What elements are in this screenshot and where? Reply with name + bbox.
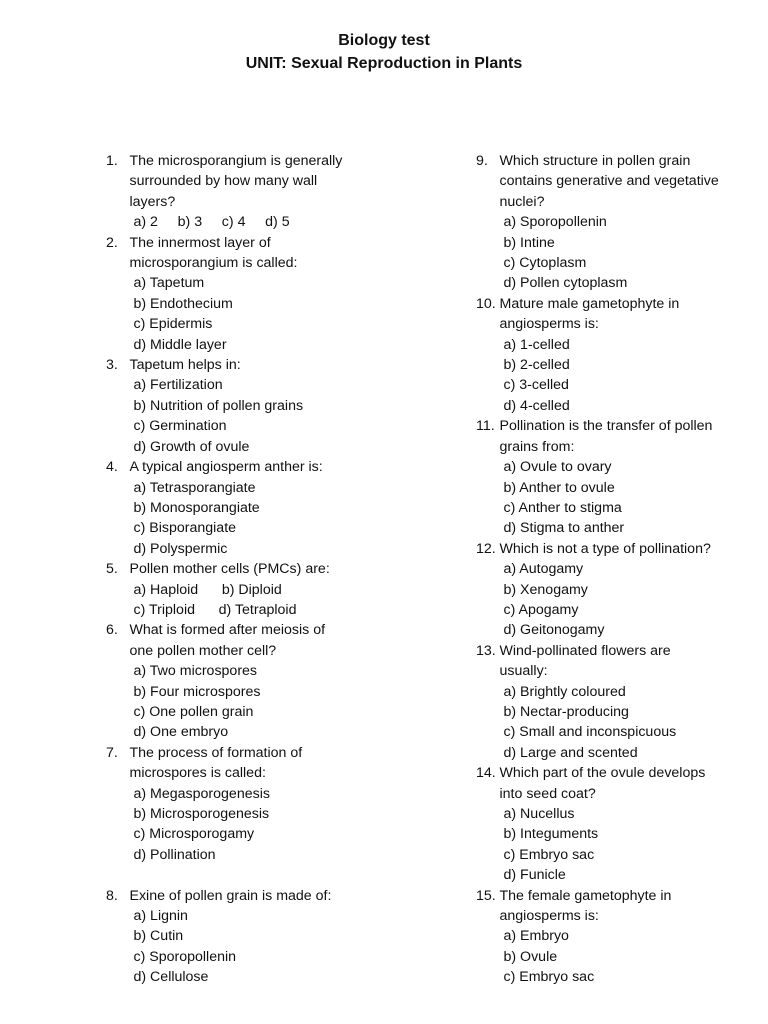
question-item	[106, 620, 406, 742]
answer-option: c) Germination	[133, 418, 227, 435]
question-number: 12.	[476, 540, 496, 557]
answer-option: b) 2-celled	[503, 357, 570, 374]
right-column	[476, 151, 766, 988]
answer-option: a) Haploid b) Diploid	[133, 581, 282, 598]
answer-option: c) Bisporangiate	[133, 520, 237, 537]
question-item	[476, 416, 766, 538]
answer-option: b) Anther to ovule	[503, 479, 615, 496]
question-text: The process of formation of	[129, 744, 303, 761]
answer-option: b) Monosporangiate	[133, 499, 260, 516]
question-item	[476, 539, 766, 641]
question-number: 7.	[106, 744, 118, 761]
answer-option: a) Fertilization	[133, 377, 223, 394]
question-number: 6.	[106, 622, 118, 639]
answer-option: a) Sporopollenin	[503, 214, 607, 231]
question-number: 1.	[106, 153, 118, 169]
question-text: A typical angiosperm anther is:	[129, 459, 323, 476]
answer-option: d) 4-celled	[503, 397, 570, 414]
question-text: Exine of pollen grain is made of:	[129, 887, 332, 904]
answer-option: d) Polyspermic	[133, 540, 228, 557]
answer-option: d) Growth of ovule	[133, 438, 250, 455]
question-text: surrounded by how many wall	[129, 173, 318, 190]
question-item	[476, 641, 766, 763]
answer-option: c) Embryo sac	[503, 969, 595, 986]
question-text: The microsporangium is generally	[129, 153, 343, 169]
question-item	[106, 743, 406, 865]
answer-option: c) Epidermis	[133, 316, 213, 333]
question-text: angiosperms is:	[499, 908, 599, 925]
answer-option: b) Integuments	[503, 826, 599, 843]
question-number: 3.	[106, 357, 118, 374]
question-item	[476, 151, 766, 294]
question-text: microsporangium is called:	[129, 255, 298, 272]
answer-option: c) Apogamy	[503, 601, 579, 618]
answer-option: d) Stigma to anther	[503, 520, 625, 537]
question-item	[476, 886, 766, 988]
question-number: 15.	[476, 887, 496, 904]
question-text: usually:	[499, 663, 548, 680]
question-text: into seed coat?	[499, 785, 596, 802]
question-text: The female gametophyte in	[499, 887, 672, 904]
question-item	[106, 886, 406, 988]
answer-option: b) Cutin	[133, 928, 184, 945]
answer-option: b) Four microspores	[133, 683, 261, 700]
answer-option: a) 2 b) 3 c) 4 d) 5	[133, 214, 290, 231]
question-number: 9.	[476, 153, 488, 169]
document-subtitle: UNIT: Sexual Reproduction in Plants	[245, 55, 523, 72]
answer-option: c) Anther to stigma	[503, 499, 622, 516]
answer-option: d) Geitonogamy	[503, 622, 605, 639]
answer-option: b) Microsporogenesis	[133, 806, 270, 822]
question-text: Which part of the ovule develops	[499, 765, 706, 782]
answer-option: d) Pollen cytoplasm	[503, 275, 628, 292]
answer-option: c) 3-celled	[503, 377, 569, 394]
question-item	[476, 763, 766, 885]
question-text: Wind-pollinated flowers are	[499, 642, 671, 659]
answer-option: a) Embryo	[503, 928, 569, 945]
answer-option: c) Triploid d) Tetraploid	[133, 601, 297, 618]
question-text: Which is not a type of pollination?	[499, 540, 711, 557]
answer-option: b) Nutrition of pollen grains	[133, 397, 304, 414]
header	[0, 29, 768, 75]
answer-option: d) Pollination	[133, 846, 216, 863]
question-text: one pollen mother cell?	[129, 642, 277, 659]
answer-option: a) Brightly coloured	[503, 683, 626, 700]
question-item	[106, 233, 406, 355]
answer-option: c) One pollen grain	[133, 703, 254, 720]
answer-option: a) Nucellus	[503, 806, 575, 822]
question-text: Tapetum helps in:	[129, 357, 241, 374]
answer-option: b) Intine	[503, 234, 555, 251]
answer-option: d) One embryo	[133, 724, 229, 741]
question-text: Which structure in pollen grain	[499, 153, 691, 169]
question-number: 2.	[106, 234, 118, 251]
question-text: contains generative and vegetative	[499, 173, 719, 190]
question-text: microspores is called:	[129, 765, 266, 782]
answer-option: a) Ovule to ovary	[503, 459, 612, 476]
question-item	[106, 151, 406, 233]
answer-option: a) Tapetum	[133, 275, 205, 292]
question-item	[106, 457, 406, 559]
answer-option: a) Tetrasporangiate	[133, 479, 256, 496]
question-number: 8.	[106, 887, 118, 904]
answer-option: b) Endothecium	[133, 295, 233, 312]
question-text: angiosperms is:	[499, 316, 599, 333]
answer-option: d) Middle layer	[133, 336, 227, 353]
left-column	[106, 151, 406, 988]
answer-option: a) Megasporogenesis	[133, 785, 270, 802]
question-text: Mature male gametophyte in	[499, 295, 680, 312]
answer-option: b) Xenogamy	[503, 581, 588, 598]
document-title: Biology test	[338, 32, 430, 49]
answer-option: c) Cytoplasm	[503, 255, 587, 272]
question-text: The innermost layer of	[129, 234, 271, 251]
answer-option: a) 1-celled	[503, 336, 570, 353]
answer-option: c) Microsporogamy	[133, 826, 255, 843]
question-number: 13.	[476, 642, 496, 659]
question-number: 5.	[106, 561, 118, 578]
answer-option: c) Sporopollenin	[133, 948, 237, 965]
question-item	[106, 559, 406, 620]
answer-option: a) Lignin	[133, 908, 188, 925]
question-item	[106, 355, 406, 457]
answer-option: a) Autogamy	[503, 561, 584, 578]
question-number: 10.	[476, 295, 496, 312]
answer-option: d) Cellulose	[133, 969, 209, 986]
answer-option: b) Nectar-producing	[503, 703, 629, 720]
question-number: 14.	[476, 765, 496, 782]
question-text: Pollen mother cells (PMCs) are:	[129, 561, 330, 578]
question-text: layers?	[129, 193, 176, 210]
answer-option: d) Funicle	[503, 867, 566, 884]
question-number: 4.	[106, 459, 118, 476]
answer-option: a) Two microspores	[133, 663, 258, 680]
answer-option: c) Small and inconspicuous	[503, 724, 677, 741]
question-text: nuclei?	[499, 193, 545, 210]
answer-option: d) Large and scented	[503, 744, 638, 761]
question-text: grains from:	[499, 438, 575, 455]
question-number: 11.	[476, 418, 495, 435]
answer-option: b) Ovule	[503, 948, 558, 965]
question-text: What is formed after meiosis of	[129, 622, 326, 639]
question-text: Pollination is the transfer of pollen	[499, 418, 713, 435]
answer-option: c) Embryo sac	[503, 846, 595, 863]
question-item	[476, 294, 766, 416]
